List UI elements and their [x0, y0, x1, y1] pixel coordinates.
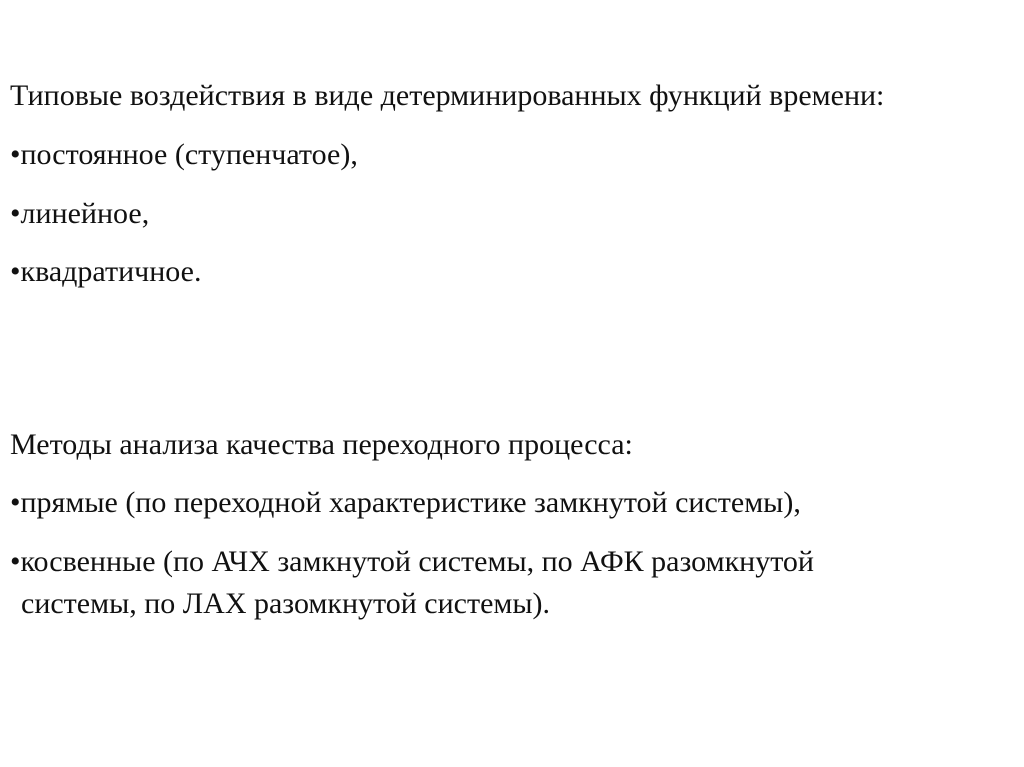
list-item-constant: •постоянное (ступенчатое), — [10, 138, 358, 171]
section1-heading: Типовые воздействия в виде детерминированных функций времени: — [10, 79, 885, 112]
list-item-indirect: •косвенные (по АЧХ замкнутой системы, по АФК разомкнутой — [10, 545, 814, 578]
list-item-linear: •линейное, — [10, 197, 150, 230]
list-item-direct: •прямые (по переходной характеристике замкнутой системы), — [10, 486, 801, 519]
list-item-quadratic: •квадратичное. — [10, 255, 202, 288]
section2-heading: Методы анализа качества переходного процесса: — [10, 428, 633, 461]
list-item-indirect-continuation: системы, по ЛАХ разомкнутой системы). — [21, 587, 551, 620]
